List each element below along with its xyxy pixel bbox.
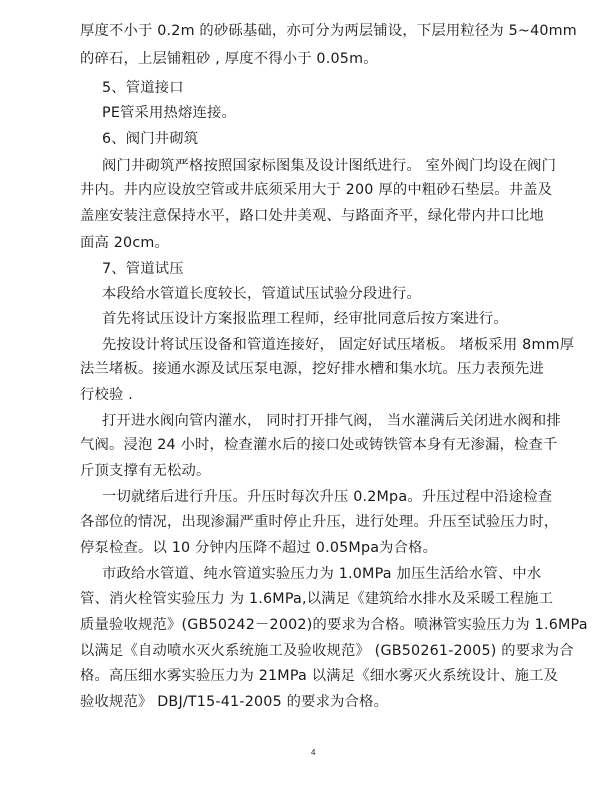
paragraph-line: PE管采用热熔连接。 <box>102 105 237 121</box>
paragraph-line: 质量验收规范》(GB50242－2002)的要求为合格。喷淋管实验压力为 1.6MPa <box>80 617 588 633</box>
section-heading-6: 6、阀门井砌筑 <box>102 131 199 147</box>
paragraph-line: 一切就绪后进行升压。升压时每次升压 0.2Mpa。升压过程中沿途检查 <box>102 489 553 505</box>
paragraph-line: 盖座安装注意保持水平，路口处井美观、与路面齐平，绿化带内井口比地 <box>80 208 544 224</box>
paragraph-line: 首先将试压设计方案报监理工程师，经审批同意后按方案进行。 <box>102 311 508 327</box>
paragraph-line: 以满足《自动喷水灭火系统施工及验收规范》 (GB50261-2005) 的要求为合 <box>80 643 574 659</box>
paragraph-line: 的碎石，上层铺粗砂 , 厚度不得小于 0.05m。 <box>80 51 378 67</box>
paragraph-line: 法兰堵板。接通水源及试压泵电源，挖好排水槽和集水坑。压力表预先进 <box>80 361 544 377</box>
paragraph-line: 本段给水管道长度较长，管道试压试验分段进行。 <box>102 286 421 302</box>
page-number: 4 <box>311 748 316 757</box>
paragraph-line: 管、消火栓管实验压力 为 1.6MPa,以满足《建筑给水排水及采暖工程施工 <box>80 591 554 607</box>
paragraph-line: 停泵检查。以 10 分钟内压降不超过 0.05Mpa为合格。 <box>80 540 438 556</box>
paragraph-line: 各部位的情况，出现渗漏严重时停止升压，进行处理。升压至试验压力时， <box>80 514 559 530</box>
paragraph-line: 格。高压细水雾实验压力为 21MPa 以满足《细水雾灭火系统设计、施工及 <box>80 668 559 684</box>
section-heading-7: 7、管道试压 <box>102 261 184 277</box>
paragraph-line: 验收规范》 DBJ/T15-41-2005 的要求为合格。 <box>80 694 389 710</box>
paragraph-line: 井内。井内应设放空管或井底须采用大于 200 厚的中粗砂石垫层。井盖及 <box>80 182 553 198</box>
paragraph-line: 市政给水管道、纯水管道实验压力为 1.0MPa 加压生活给水管、中水 <box>102 566 542 582</box>
paragraph-line: 面高 20cm。 <box>80 235 170 251</box>
section-heading-5: 5、管道接口 <box>102 80 184 96</box>
paragraph-line: 厚度不小于 0.2m 的砂砾基础，亦可分为两层铺设，下层用粒径为 5~40mm <box>80 23 577 39</box>
paragraph-line: 阀门井砌筑严格按照国家标图集及设计图纸进行。 室外阀门均设在阀门 <box>102 158 557 174</box>
paragraph-line: 打开进水阀向管内灌水， 同时打开排气阀， 当水灌满后关闭进水阀和排 <box>102 413 561 429</box>
paragraph-line: 行校验 . <box>80 387 133 403</box>
paragraph-line: 气阀。浸泡 24 小时，检查灌水后的接口处或铸铁管本身有无渗漏，检查千 <box>80 437 558 453</box>
paragraph-line: 斤顶支撑有无松动。 <box>80 463 211 479</box>
paragraph-line: 先按设计将试压设备和管道连接好， 固定好试压堵板。 堵板采用 8mm厚 <box>102 337 575 353</box>
